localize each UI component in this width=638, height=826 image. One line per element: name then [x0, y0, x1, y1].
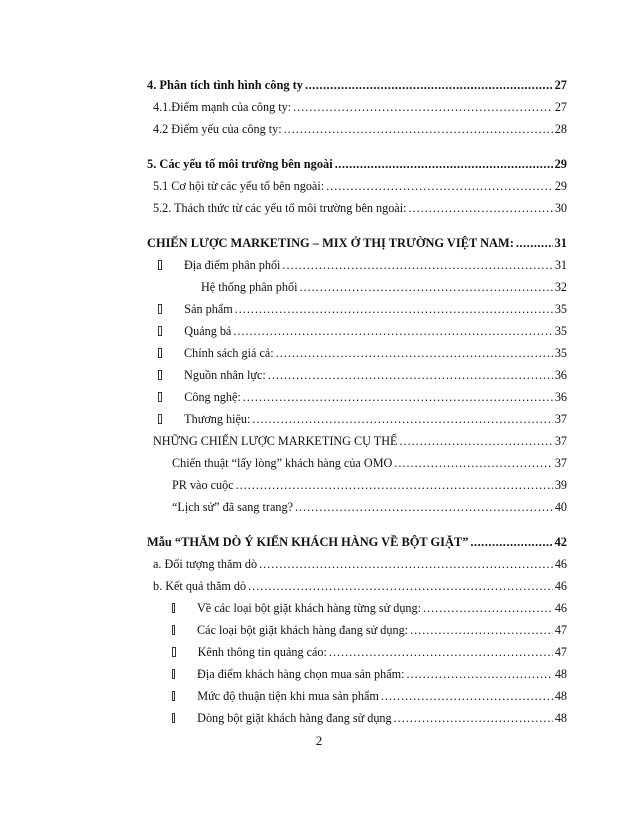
- checkbox-bullet-icon: [172, 669, 175, 679]
- leader-dots: [299, 277, 552, 297]
- toc-entry-page: 36: [554, 368, 567, 382]
- leader-dots: [410, 620, 553, 640]
- toc-entry-title: Mức độ thuận tiện khi mua sản phẩm: [197, 689, 379, 703]
- toc-entry-title: Mẫu “THĂM DÒ Ý KIẾN KHÁCH HÀNG VỀ BỘT GIẶT”: [147, 535, 469, 549]
- toc-entry-page: 40: [554, 500, 567, 514]
- toc-entry-page: 32: [554, 280, 567, 294]
- leader-dots: [248, 576, 553, 596]
- toc-entry-title: Hệ thống phân phối: [201, 280, 298, 294]
- toc-entry-page: 46: [554, 601, 567, 615]
- toc-entry-title: 5. Các yếu tố môi trường bên ngoài: [147, 157, 333, 171]
- checkbox-bullet-icon: [158, 260, 162, 270]
- toc-entry-title: 5.2. Thách thức từ các yếu tố môi trường bên ngoài:: [153, 201, 407, 215]
- toc-entry[interactable]: [158, 255, 567, 275]
- toc-entry-title: 5.1 Cơ hội từ các yếu tố bên ngoài:: [153, 179, 325, 193]
- toc-entry-title: Chiến thuật “lấy lòng” khách hàng của OMO: [172, 456, 393, 470]
- toc-entry[interactable]: [147, 532, 567, 552]
- leader-dots: [408, 198, 552, 218]
- toc-entry-page: 37: [554, 434, 567, 448]
- checkbox-bullet-icon: [172, 603, 175, 613]
- toc-entry[interactable]: [153, 97, 567, 117]
- leader-dots: [243, 387, 553, 407]
- toc-entry[interactable]: [172, 598, 567, 618]
- toc-entry[interactable]: [153, 176, 567, 196]
- toc-entry-title: 4.1.Điểm mạnh của công ty:: [153, 100, 292, 114]
- toc-entry-title: Địa điểm phân phối: [183, 258, 281, 272]
- leader-dots: [295, 497, 553, 517]
- leader-dots: [326, 176, 553, 196]
- leader-dots: [394, 708, 553, 728]
- toc-entry-title: Dòng bột giặt khách hàng đang sử dụng: [197, 711, 392, 725]
- toc-entry[interactable]: [172, 497, 567, 517]
- toc-entry-page: 27: [554, 78, 567, 92]
- toc-entry-page: 31: [554, 258, 567, 272]
- leader-dots: [268, 365, 553, 385]
- toc-entry-page: 48: [554, 711, 567, 725]
- toc-entry-page: 37: [554, 412, 567, 426]
- leader-dots: [516, 233, 553, 253]
- toc-entry-title: Công nghệ:: [184, 390, 241, 404]
- toc-entry-title: Kênh thông tin quảng cáo:: [197, 645, 327, 659]
- toc-entry-title: 4. Phân tích tình hình công ty: [147, 78, 303, 92]
- toc-entry-title: NHỮNG CHIẾN LƯỢC MARKETING CỤ THỂ: [153, 434, 398, 448]
- toc-entry[interactable]: [158, 365, 567, 385]
- toc-entry-title: Địa điểm khách hàng chọn mua sản phẩm:: [197, 667, 405, 681]
- leader-dots: [284, 119, 553, 139]
- checkbox-bullet-icon: [158, 304, 162, 314]
- toc-entry[interactable]: [153, 554, 567, 574]
- toc-entry-page: 36: [554, 390, 567, 404]
- checkbox-bullet-icon: [172, 647, 176, 657]
- toc-entry-page: 29: [554, 157, 567, 171]
- toc-entry[interactable]: [153, 431, 567, 451]
- toc-entry[interactable]: [201, 277, 567, 297]
- toc-entry-title: Sản phẩm: [184, 302, 233, 316]
- leader-dots: [470, 532, 552, 552]
- leader-dots: [259, 554, 553, 574]
- toc-entry[interactable]: [172, 708, 567, 728]
- toc-entry-page: 28: [554, 122, 567, 136]
- toc-entry-title: “Lịch sử” đã sang trang?: [172, 500, 293, 514]
- leader-dots: [282, 255, 552, 275]
- leader-dots: [329, 642, 553, 662]
- toc-entry-title: Quảng bá: [184, 324, 232, 338]
- leader-dots: [407, 664, 553, 684]
- toc-entry[interactable]: [158, 409, 567, 429]
- checkbox-bullet-icon: [158, 414, 162, 424]
- toc-entry[interactable]: [172, 664, 567, 684]
- toc-entry-page: 37: [554, 456, 567, 470]
- leader-dots: [276, 343, 553, 363]
- leader-dots: [293, 97, 553, 117]
- toc-entry[interactable]: [172, 642, 567, 662]
- toc-entry[interactable]: [158, 321, 567, 341]
- leader-dots: [394, 453, 552, 473]
- leader-dots: [423, 598, 553, 618]
- toc-entry-title: b. Kết quả thăm dò: [153, 579, 247, 593]
- toc-entry[interactable]: [172, 620, 567, 640]
- toc-entry[interactable]: [153, 576, 567, 596]
- page-number: 2: [315, 733, 323, 748]
- toc-entry-page: 35: [554, 302, 567, 316]
- checkbox-bullet-icon: [158, 326, 162, 336]
- toc-entry-page: 47: [554, 645, 567, 659]
- toc-entry-page: 30: [554, 201, 567, 215]
- toc-entry[interactable]: [158, 299, 567, 319]
- toc-entry-title: 4.2 Điểm yếu của công ty:: [153, 122, 282, 136]
- toc-entry[interactable]: [158, 387, 567, 407]
- toc-entry[interactable]: [172, 686, 567, 706]
- leader-dots: [236, 475, 553, 495]
- toc-entry-page: 46: [554, 557, 567, 571]
- toc-entry-page: 48: [554, 667, 567, 681]
- toc-entry-page: 39: [554, 478, 567, 492]
- checkbox-bullet-icon: [158, 348, 162, 358]
- leader-dots: [305, 75, 553, 95]
- leader-dots: [235, 299, 553, 319]
- checkbox-bullet-icon: [172, 625, 175, 635]
- leader-dots: [399, 431, 552, 451]
- toc-entry-title: PR vào cuộc: [172, 478, 234, 492]
- toc-entry-page: 35: [554, 346, 567, 360]
- toc-entry-page: 42: [554, 535, 567, 549]
- toc-entry-title: Về các loại bột giặt khách hàng từng sử dụng:: [196, 601, 422, 615]
- toc-entry-title: Các loại bột giặt khách hàng đang sử dụng:: [197, 623, 409, 637]
- toc-entry[interactable]: [147, 154, 567, 174]
- toc-entry-title: Thương hiệu:: [184, 412, 251, 426]
- toc-entry-page: 47: [554, 623, 567, 637]
- checkbox-bullet-icon: [158, 370, 162, 380]
- toc-entry-title: Chính sách giá cả:: [184, 346, 274, 360]
- leader-dots: [335, 154, 553, 174]
- toc-entry[interactable]: [153, 119, 567, 139]
- toc-entry[interactable]: [172, 453, 567, 473]
- toc-entry-title: Nguồn nhân lực:: [184, 368, 266, 382]
- toc-entry-page: 46: [554, 579, 567, 593]
- checkbox-bullet-icon: [172, 691, 175, 701]
- toc-entry[interactable]: [172, 475, 567, 495]
- toc-entry-page: 35: [554, 324, 567, 338]
- toc-entry-page: 31: [554, 236, 567, 250]
- toc-entry-page: 27: [554, 100, 567, 114]
- toc-entry[interactable]: [158, 343, 567, 363]
- toc-entry[interactable]: [153, 198, 567, 218]
- toc-entry-page: 29: [554, 179, 567, 193]
- toc-entry-title: a. Đối tượng thăm dò: [153, 557, 258, 571]
- checkbox-bullet-icon: [158, 392, 162, 402]
- leader-dots: [233, 321, 552, 341]
- toc-entry[interactable]: [147, 75, 567, 95]
- leader-dots: [252, 409, 552, 429]
- toc-entry-title: CHIẾN LƯỢC MARKETING – MIX Ở THỊ TRƯỜNG VIỆT NAM:: [147, 236, 514, 250]
- toc-entry[interactable]: [147, 233, 567, 253]
- toc-entry-page: 48: [554, 689, 567, 703]
- checkbox-bullet-icon: [172, 713, 175, 723]
- leader-dots: [381, 686, 553, 706]
